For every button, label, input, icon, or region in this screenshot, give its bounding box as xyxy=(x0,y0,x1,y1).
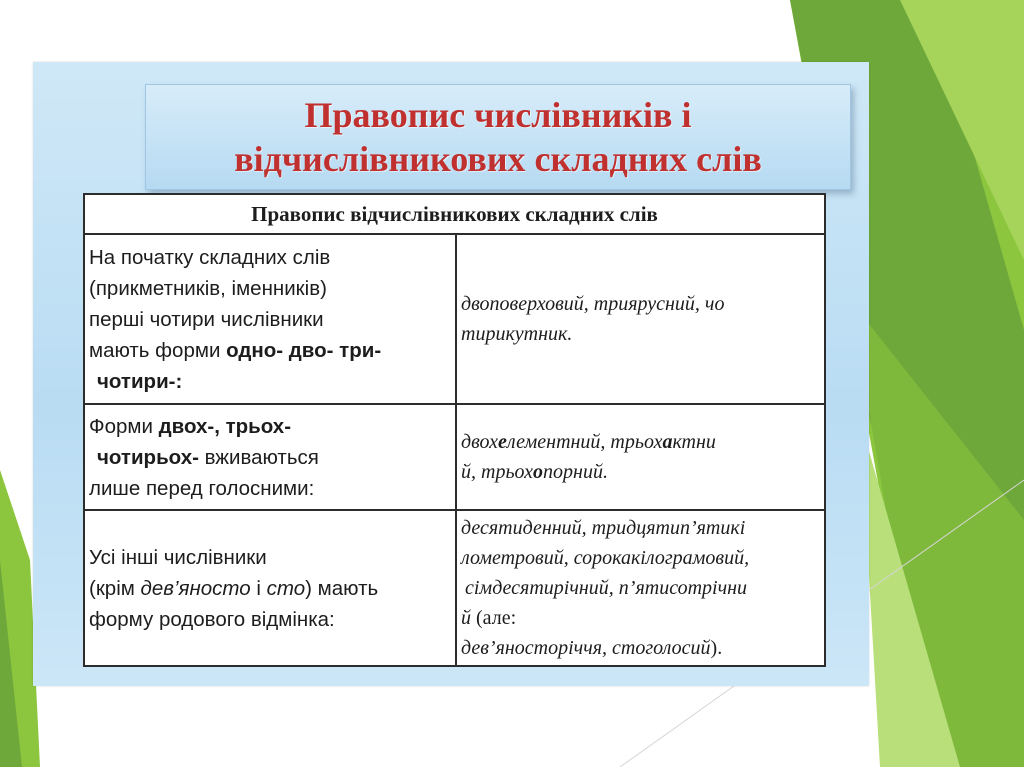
rule-bold: одно- дво- три- xyxy=(226,338,382,362)
rule-line: форму родового відмінка: xyxy=(89,607,335,631)
table-row xyxy=(84,404,825,510)
slide-image-panel xyxy=(33,62,869,686)
rule-line: мають форми одно- дво- три- xyxy=(89,338,382,362)
rule-line: чотирьох- вживаються xyxy=(97,445,319,469)
example-cell xyxy=(456,404,825,510)
title-line-2: відчислівникових складних слів xyxy=(234,139,762,179)
rule-line: (прикметників, іменників) xyxy=(89,276,327,300)
example-line: лометровий, сорокакілограмовий, xyxy=(461,547,750,569)
spelling-rules-table xyxy=(83,193,826,667)
rule-line: (крім дев’яносто і сто) мають xyxy=(89,576,379,600)
example-cell xyxy=(456,234,825,404)
example-line: й, трьохопорний. xyxy=(461,461,608,483)
rule-cell xyxy=(84,404,456,510)
slide-title xyxy=(145,84,851,190)
example-cell xyxy=(456,510,825,666)
rule-bold: чотири-: xyxy=(97,369,183,393)
rule-line: На початку складних слів xyxy=(89,245,331,269)
rule-line: Усі інші числівники xyxy=(89,545,267,569)
table-header: Правопис відчислівникових складних слів xyxy=(84,194,825,234)
rule-bold: двох-, трьох- xyxy=(158,414,292,438)
example-line: двоповерховий, триярусний, чо xyxy=(461,293,725,315)
example-line: сімдесятирічний, п’ятисотрічни xyxy=(465,577,748,599)
rule-cell xyxy=(84,510,456,666)
example-line: дев’яносторіччя, стоголосий). xyxy=(461,637,723,659)
example-line: десятиденний, тридцятип’ятикі xyxy=(461,517,746,539)
example-line: двохелементний, трьохактни xyxy=(461,431,716,453)
rule-line: лише перед голосними: xyxy=(89,476,315,500)
title-line-1: Правопис числівників і xyxy=(304,95,692,135)
rule-line: Форми двох-, трьох- xyxy=(89,414,292,438)
rule-line: перші чотири числівники xyxy=(89,307,324,331)
rule-bold: чотирьох- xyxy=(97,445,199,469)
table-row xyxy=(84,510,825,666)
rule-cell xyxy=(84,234,456,404)
table-row xyxy=(84,234,825,404)
example-line: тирикутник. xyxy=(461,323,573,345)
example-line: й (але: xyxy=(461,607,517,629)
